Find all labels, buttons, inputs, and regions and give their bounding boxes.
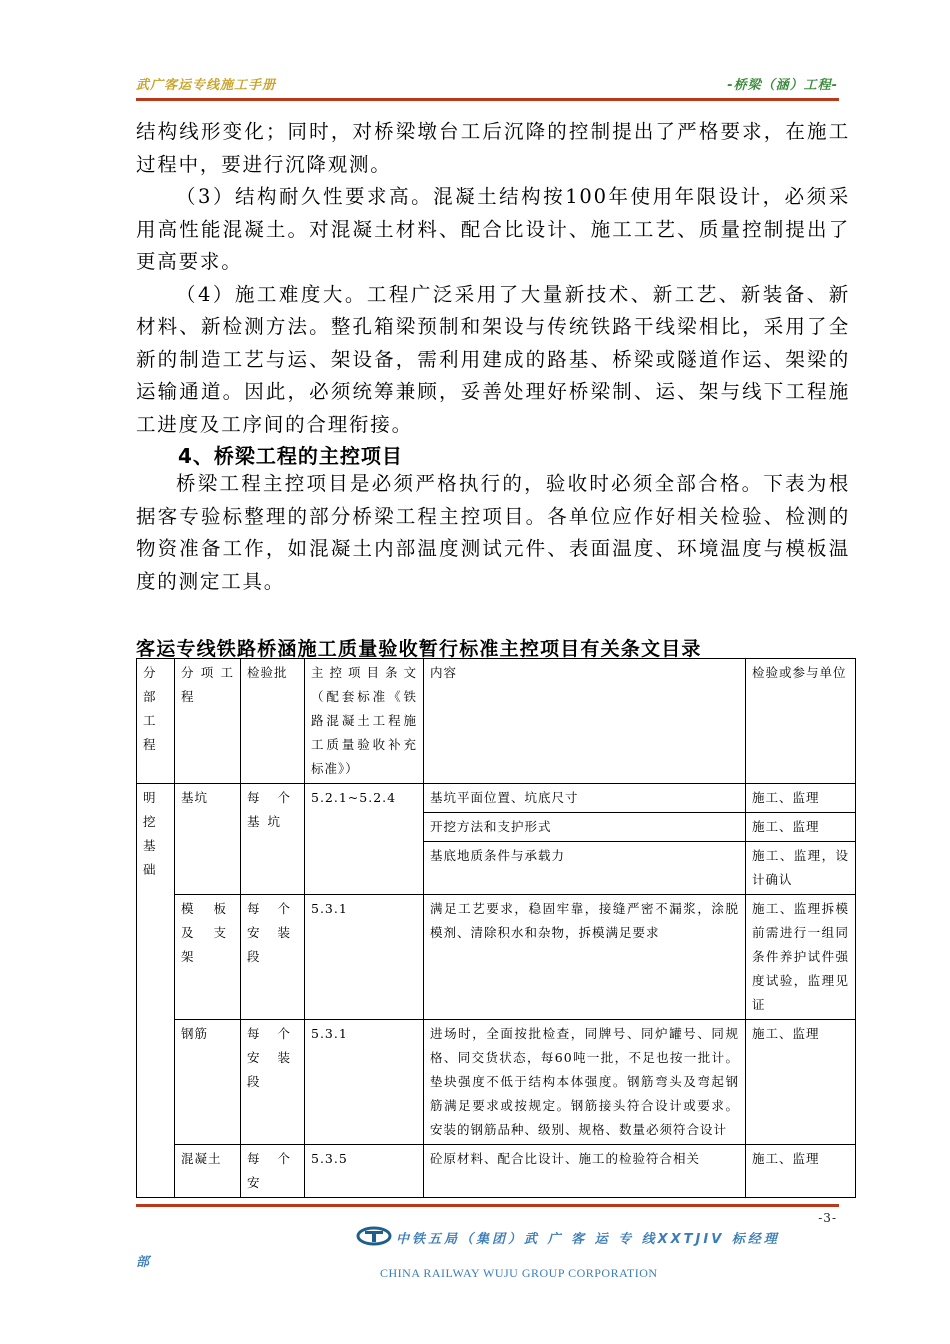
unit-cell: 施工、监理，设计确认 xyxy=(746,842,856,895)
paragraph-main-control: 桥梁工程主控项目是必须严格执行的，验收时必须全部合格。下表为根据客专验标整理的部分桥梁工程主控项目。各单位应作好相关检验、检测的物资准备工作，如混凝土内部温度测试元件、表面温度、环境温度与模板温度的测定工具。 xyxy=(136,472,850,593)
footer-organization-english: CHINA RAILWAY WUJU GROUP CORPORATION xyxy=(380,1266,658,1280)
clause-cell: 5.2.1~5.2.4 xyxy=(305,784,424,895)
table-row xyxy=(137,1145,856,1198)
item-cell: 模板及支架 xyxy=(175,895,241,1020)
paragraph-difficulty: （4）施工难度大。工程广泛采用了大量新技术、新工艺、新装备、新材料、新检测方法。整孔箱梁预制和架设与传统铁路干线梁相比，采用了全新的制造工艺与运、架设备，需利用建成的路基、桥梁或隧道作运、架梁的运输通道。因此，必须统筹兼顾，妥善处理好桥梁制、运、架与线下工程施工进度及工序间的合理衔接。 xyxy=(136,282,850,436)
header-cell-unit: 检验或参与单位 xyxy=(746,659,856,784)
paragraph-durability: （3）结构耐久性要求高。混凝土结构按100年使用年限设计，必须采用高性能混凝土。对混凝土材料、配合比设计、施工工艺、质量控制提出了更高要求。 xyxy=(136,185,850,273)
clause-cell: 5.3.1 xyxy=(305,895,424,1020)
footer-rule xyxy=(136,1204,839,1207)
clause-cell: 5.3.1 xyxy=(305,1020,424,1145)
header-cell-division: 分部工程 xyxy=(137,659,175,784)
item-cell: 钢筋 xyxy=(175,1020,241,1145)
table-row xyxy=(137,1020,856,1145)
page-number: -3- xyxy=(818,1211,837,1225)
batch-cell: 每个安 xyxy=(241,1145,305,1198)
footer-organization: 中铁五局（集团）武 广 客 运 专 线XXTJIV 标经理 xyxy=(396,1232,780,1247)
unit-cell: 施工、监理 xyxy=(746,1020,856,1145)
header-rule xyxy=(136,98,839,101)
section-heading: 4、桥梁工程的主控项目 xyxy=(178,444,403,468)
company-logo-icon xyxy=(356,1226,392,1250)
footer-organization-cont: 部 xyxy=(136,1255,150,1270)
header-cell-subitem: 分项工程 xyxy=(175,659,241,784)
body-block-2 xyxy=(136,468,850,598)
unit-cell: 施工、监理拆模前需进行一组同条件养护试件强度试验，监理见证 xyxy=(746,895,856,1020)
table-row xyxy=(137,784,856,813)
unit-cell: 施工、监理 xyxy=(746,813,856,842)
batch-cell: 每个安装段 xyxy=(241,895,305,1020)
unit-cell: 施工、监理 xyxy=(746,784,856,813)
group-cell: 明挖基础 xyxy=(137,784,175,1198)
header-cell-clause: 主控项目条文（配套标准《铁路混凝土工程施工质量验收补充标准》） xyxy=(305,659,424,784)
table-row xyxy=(137,895,856,1020)
content-cell: 基坑平面位置、坑底尺寸 xyxy=(424,784,746,813)
unit-cell: 施工、监理 xyxy=(746,1145,856,1198)
item-cell: 基坑 xyxy=(175,784,241,895)
paragraph-continuation: 结构线形变化；同时，对桥梁墩台工后沉降的控制提出了严格要求，在施工过程中，要进行沉降观测。 xyxy=(136,120,850,176)
table-header-row xyxy=(137,659,856,784)
content-cell: 满足工艺要求，稳固牢靠，接缝严密不漏浆，涂脱模剂、清除积水和杂物，拆模满足要求 xyxy=(424,895,746,1020)
content-cell: 砼原材料、配合比设计、施工的检验符合相关 xyxy=(424,1145,746,1198)
table-title: 客运专线铁路桥涵施工质量验收暂行标准主控项目有关条文目录 xyxy=(136,638,702,660)
content-cell: 开挖方法和支护形式 xyxy=(424,813,746,842)
header-cell-content: 内容 xyxy=(424,659,746,784)
batch-cell: 每个基坑 xyxy=(241,784,305,895)
content-cell: 基底地质条件与承载力 xyxy=(424,842,746,895)
body-block-1 xyxy=(136,116,850,441)
header-chapter-title: -桥梁（涵）工程- xyxy=(727,78,838,93)
header-manual-title: 武广客运专线施工手册 xyxy=(136,78,277,93)
clause-cell: 5.3.5 xyxy=(305,1145,424,1198)
main-control-table xyxy=(136,658,856,1198)
header-cell-batch: 检验批 xyxy=(241,659,305,784)
content-cell: 进场时，全面按批检查，同牌号、同炉罐号、同规格、同交货状态，每60吨一批，不足也按一批计。垫块强度不低于结构本体强度。钢筋弯头及弯起钢筋满足要求或按规定。钢筋接头符合设计或要求。安装的钢筋品种、级别、规格、数量必须符合设计 xyxy=(424,1020,746,1145)
batch-cell: 每个安装段 xyxy=(241,1020,305,1145)
item-cell: 混凝土 xyxy=(175,1145,241,1198)
